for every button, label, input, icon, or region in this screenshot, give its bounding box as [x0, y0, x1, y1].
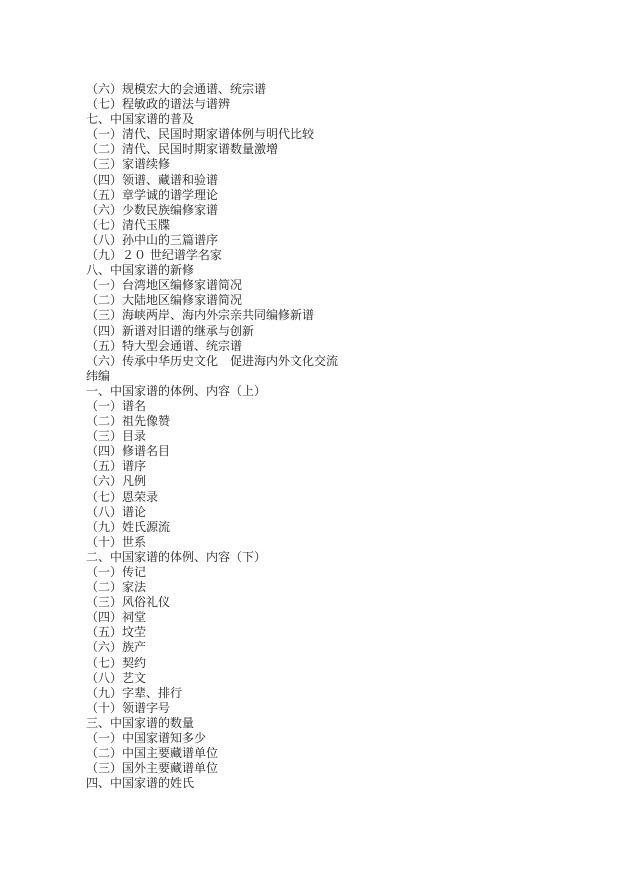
toc-line: （二）中国主要藏谱单位 — [86, 746, 219, 761]
toc-line: （五）谱序 — [86, 459, 147, 474]
toc-line: （七）恩荣录 — [86, 489, 159, 504]
toc-line: （八）谱论 — [86, 504, 147, 519]
toc-line: （八）孙中山的三篇谱序 — [86, 232, 219, 247]
toc-line: 四、中国家谱的姓氏 — [86, 776, 195, 791]
toc-line: （二）家法 — [86, 580, 147, 595]
toc-line: （一）谱名 — [86, 398, 147, 413]
toc-line: （二）祖先像赞 — [86, 414, 171, 429]
toc-line: （二）清代、民国时期家谱数量激增 — [86, 142, 279, 157]
toc-line: 八、中国家谱的新修 — [86, 263, 195, 278]
toc-line: （四）祠堂 — [86, 610, 147, 625]
toc-line: （七）契约 — [86, 655, 147, 670]
toc-line: （一）传记 — [86, 565, 147, 579]
toc-line: （三）国外主要藏谱单位 — [86, 761, 219, 776]
toc-line: （七）程敏政的谱法与谱辨 — [86, 97, 231, 112]
toc-line: （四）修谱名目 — [86, 444, 171, 459]
toc-line: 纬编 — [86, 368, 111, 383]
toc-line: 一、中国家谱的体例、内容（上） — [86, 383, 267, 398]
toc-line: （十）领谱字号 — [86, 700, 171, 715]
toc-line: （十）世系 — [86, 534, 147, 549]
toc-line: （一）中国家谱知多少 — [86, 731, 207, 746]
toc-line: （五）坟茔 — [86, 625, 147, 640]
toc-line: （一）台湾地区编修家谱简况 — [86, 278, 243, 293]
toc-line: （二）大陆地区编修家谱简况 — [86, 293, 243, 308]
toc-line: （三）目录 — [86, 429, 147, 444]
table-of-contents — [86, 82, 586, 791]
toc-line: 二、中国家谱的体例、内容（下） — [86, 549, 267, 564]
toc-line: （三）海峡两岸、海内外宗亲共同编修新谱 — [86, 308, 315, 323]
toc-line: （六）凡例 — [86, 474, 147, 489]
toc-line: （一）清代、民国时期家谱体例与明代比较 — [86, 127, 315, 142]
toc-line: 七、中国家谱的普及 — [86, 112, 195, 127]
toc-line: （三）风俗礼仪 — [86, 595, 171, 610]
toc-line: 三、中国家谱的数量 — [86, 715, 195, 730]
toc-line: （四）新谱对旧谱的继承与创新 — [86, 323, 255, 338]
toc-line: （七）清代玉牒 — [86, 217, 171, 232]
toc-line: （九）字辈、排行 — [86, 685, 183, 700]
toc-line: （五）章学诚的谱学理论 — [86, 187, 219, 202]
toc-line: （八）艺文 — [86, 670, 147, 685]
toc-line: （九）姓氏源流 — [86, 519, 171, 534]
toc-line: （九）２０ 世纪谱学名家 — [86, 248, 222, 263]
toc-line: （六）族产 — [86, 640, 147, 655]
toc-line: （四）领谱、藏谱和验谱 — [86, 172, 219, 187]
toc-line: （五）特大型会通谱、统宗谱 — [86, 338, 243, 353]
toc-line: （三）家谱续修 — [86, 157, 171, 172]
toc-line: （六）规模宏大的会通谱、统宗谱 — [86, 82, 267, 96]
toc-line: （六）少数民族编修家谱 — [86, 202, 219, 217]
toc-line: （六）传承中华历史文化 促进海内外文化交流 — [86, 353, 339, 368]
